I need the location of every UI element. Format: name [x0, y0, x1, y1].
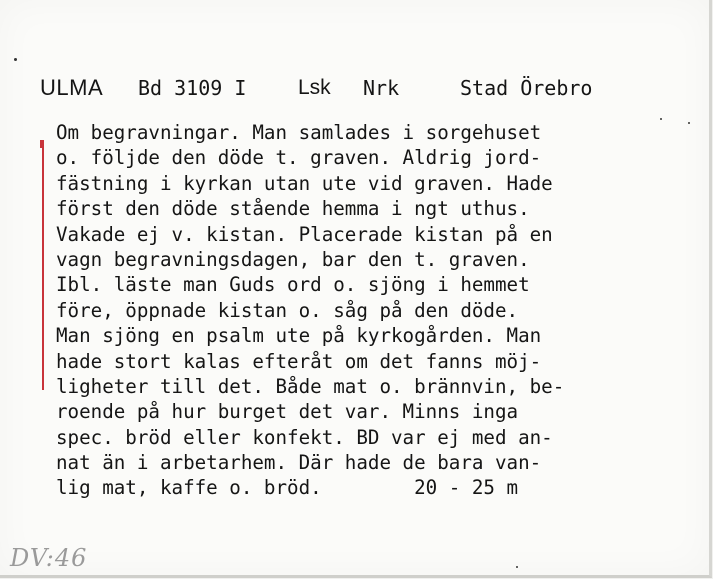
nrk-field: Nrk: [363, 76, 400, 100]
red-margin-line: [42, 144, 44, 390]
paper-speck: [660, 118, 662, 120]
paper-speck: [14, 58, 17, 61]
text-line: vagn begravningsdagen, bar den t. graven.: [56, 247, 530, 271]
archive-stamp: DV:46: [10, 544, 88, 572]
text-line: hade stort kalas efteråt om det fanns möj-: [56, 349, 542, 373]
text-line: först den döde stående hemma i ngt uthus.: [56, 197, 530, 221]
record-number: Bd 3109 I: [138, 76, 247, 100]
text-line: Om begravningar. Man samlades i sorgehuset: [56, 121, 542, 144]
paper-speck: [516, 566, 518, 568]
place-field: Stad Örebro: [460, 76, 593, 100]
landskap-field: Lsk: [298, 76, 331, 99]
card-header: [40, 74, 680, 104]
paper-speck: [688, 122, 690, 124]
archive-code: ULMA: [40, 75, 104, 100]
text-line: ligheter till det. Både mat o. brännvin, be-: [56, 374, 565, 398]
card-body-text: [56, 120, 676, 501]
text-line: före, öppnade kistan o. såg på den döde.: [56, 298, 519, 322]
text-line: Ibl. läste man Guds ord o. sjöng i hemmet: [56, 273, 530, 297]
text-line: fästning i kyrkan utan ute vid graven. Hade: [56, 171, 553, 195]
text-line: roende på hur burget det var. Minns inga: [56, 400, 519, 424]
text-line: o. följde den döde t. graven. Aldrig jord-: [56, 146, 542, 170]
text-line: Man sjöng en psalm ute på kyrkogården. Man: [56, 324, 542, 348]
text-line: Vakade ej v. kistan. Placerade kistan på en: [56, 222, 553, 246]
text-line: nat än i arbetarhem. Där hade de bara van-: [56, 451, 542, 475]
text-line: spec. bröd eller konfekt. BD var ej med an-: [56, 425, 553, 449]
text-line: lig mat, kaffe o. bröd. 20 - 25 m: [56, 476, 519, 500]
